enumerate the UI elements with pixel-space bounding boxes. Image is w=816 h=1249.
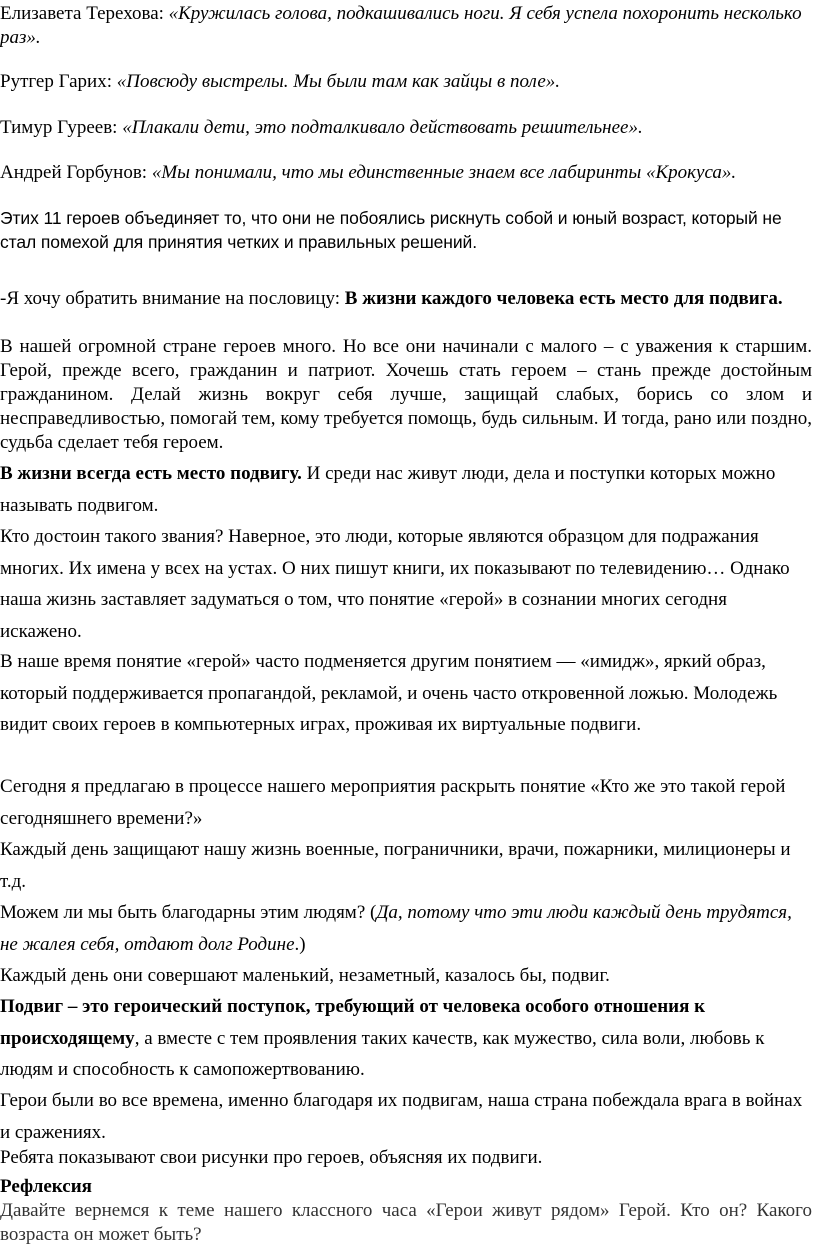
daily-paragraph: Каждый день они совершают маленький, незаметный, казалось бы, подвиг. bbox=[0, 965, 610, 986]
proverb-bold: В жизни каждого человека есть место для подвига. bbox=[344, 288, 783, 309]
quote-author: Рутгер Гарих: bbox=[0, 71, 112, 92]
protect-paragraph: Каждый день защищают нашу жизнь военные, пограничники, врачи, пожарники, милиционеры и т.д. bbox=[0, 839, 791, 892]
feat-paragraph bbox=[0, 991, 812, 1086]
quote-text: «Плакали дети, это подталкивало действовать решительнее». bbox=[122, 117, 643, 138]
reflection-text: Давайте вернемся к теме нашего классного часа «Герои живут рядом» Герой. Кто он? Какого возраста он может быть? bbox=[0, 1200, 812, 1245]
quote-author: Тимур Гуреев: bbox=[0, 117, 118, 138]
quote-gorbunov bbox=[0, 161, 812, 185]
heroes-summary: Этих 11 героев объединяет то, что они не побоялись рискнуть собой и юный возраст, который не стал помехой для принятия четких и правильных решений. bbox=[0, 208, 782, 252]
proverb-intro: -Я хочу обратить внимание на пословицу: bbox=[0, 288, 345, 309]
reflection-heading: Рефлексия bbox=[0, 1176, 92, 1197]
quote-gureev bbox=[0, 116, 812, 140]
feat-rest: , а вместе с тем проявления таких качеств, как мужество, сила воли, любовь к людям и способность к самопожертвованию. bbox=[0, 1027, 765, 1080]
quote-garikh bbox=[0, 70, 812, 94]
always-rest: И среди нас живут люди, дела и поступки которых можно называть подвигом. bbox=[0, 463, 776, 516]
quote-terekhova bbox=[0, 2, 812, 50]
quote-author: Андрей Горбунов: bbox=[0, 162, 148, 183]
today-paragraph: Сегодня я предлагаю в процессе нашего мероприятия раскрыть понятие «Кто же это такой герой сегодняшнего времени?» bbox=[0, 776, 786, 829]
quote-text: «Кружилась голова, подкашивались ноги. Я себя успела похоронить несколько раз». bbox=[0, 3, 802, 48]
country-paragraph: В нашей огромной стране героев много. Но все они начинали с малого – с уважения к старшим. Герой, прежде всего, гражданин и патриот. Хочешь стать героем – стань прежде достойным гражданином. Делай жизнь вокруг себя лучше, защищай слабых, борись со злом и несправедливостью, помогай тем, кому требуется помощь, будь сильным. И тогда, рано или поздно, судьба сделает тебя героем. bbox=[0, 336, 812, 453]
grateful-answer: Да, потому что эти люди каждый день трудятся, не жалея себя, отдают долг Родине bbox=[0, 902, 792, 955]
worthy-paragraph: Кто достоин такого звания? Наверное, это люди, которые являются образцом для подражания многих. Их имена у всех на устах. О них пишут книги, их показывают по телевидению… Однако наша жизнь заставляет задуматься о том, что понятие «герой» в сознании многих сегодня искажено. bbox=[0, 526, 790, 642]
feat-definition: Подвиг – это героический поступок, требующий от человека особого отношения к происходящему bbox=[0, 996, 706, 1049]
grateful-paragraph bbox=[0, 897, 812, 960]
always-paragraph bbox=[0, 458, 812, 521]
always-bold: В жизни всегда есть место подвигу. bbox=[0, 463, 302, 484]
quote-text: «Мы понимали, что мы единственные знаем все лабиринты «Крокуса». bbox=[151, 162, 737, 183]
quote-author: Елизавета Терехова: bbox=[0, 3, 164, 24]
image-paragraph: В наше время понятие «герой» часто подменяется другим понятием — «имидж», яркий образ, который поддерживается пропагандой, рекламой, и очень часто откровенной ложью. Молодежь видит своих героев в компьютерных играх, проживая их виртуальные подвиги. bbox=[0, 651, 778, 735]
quote-text: «Повсюду выстрелы. Мы были там как зайцы в поле». bbox=[116, 71, 561, 92]
grateful-question: Можем ли мы быть благодарны этим людям? ( bbox=[0, 902, 377, 923]
grateful-close: .) bbox=[294, 933, 306, 955]
proverb-paragraph bbox=[0, 287, 812, 311]
drawings-paragraph: Ребята показывают свои рисунки про героев, объясняя их подвиги. bbox=[0, 1147, 543, 1168]
wars-paragraph: Герои были во все времена, именно благодаря их подвигам, наша страна побеждала врага в войнах и сражениях. bbox=[0, 1090, 803, 1143]
